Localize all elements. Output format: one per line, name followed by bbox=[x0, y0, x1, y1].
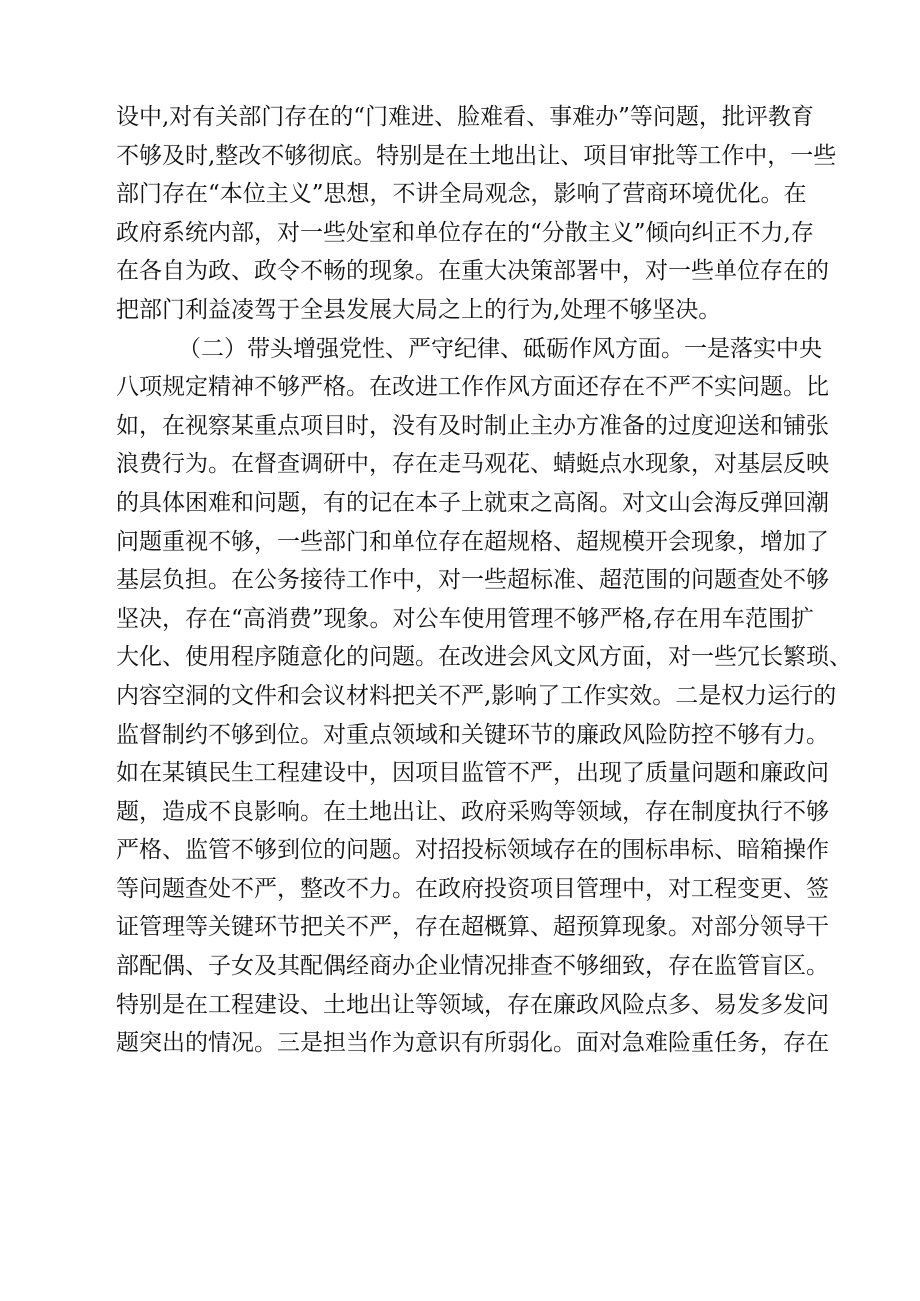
text-line-10: 浪费行为。在督查调研中，存在走马观花、蜻蜓点水现象，对基层反映 bbox=[116, 451, 829, 478]
text-line-6: 把部门利益凌驾于全县发展大局之上的行为,处理不够坚决。 bbox=[116, 296, 722, 323]
text-line-4: 政府系统内部，对一些处室和单位存在的“分散主义”倾向纠正不力,存 bbox=[116, 219, 814, 246]
text-line-14: 坚决，存在“高消费”现象。对公车使用管理不够严格,存在用车范围扩 bbox=[116, 605, 814, 632]
text-line-1: 设中,对有关部门存在的“门难进、脸难看、事难办”等问题，批评教育 bbox=[116, 104, 814, 130]
text-line-22: 证管理等关键环节把关不严，存在超概算、超预算现象。对部分领导干 bbox=[116, 914, 829, 941]
text-line-5: 在各自为政、政令不畅的现象。在重大决策部署中，对一些单位存在的 bbox=[116, 258, 829, 285]
text-line-21: 等问题查处不严，整改不力。在政府投资项目管理中，对工程变更、签 bbox=[116, 875, 829, 902]
text-line-12: 问题重视不够，一些部门和单位存在超规格、超规模开会现象，增加了 bbox=[116, 528, 829, 555]
text-line-25: 题突出的情况。三是担当作为意识有所弱化。面对急难险重任务，存在 bbox=[116, 1030, 829, 1057]
text-line-15: 大化、使用程序随意化的问题。在改进会风文风方面，对一些冗长繁琐、 bbox=[116, 644, 852, 671]
text-line-8: 八项规定精神不够严格。在改进工作作风方面还存在不严不实问题。比 bbox=[116, 374, 829, 401]
text-line-2: 不够及时,整改不够彻底。特别是在土地出让、项目审批等工作中，一些 bbox=[116, 142, 837, 169]
text-line-18: 如在某镇民生工程建设中，因项目监管不严，出现了质量问题和廉政问 bbox=[116, 760, 829, 787]
text-line-9: 如，在视察某重点项目时，没有及时制止主办方准备的过度迎送和铺张 bbox=[116, 412, 829, 439]
text-line-16: 内容空洞的文件和会议材料把关不严,影响了工作实效。二是权力运行的 bbox=[116, 682, 837, 709]
text-line-3: 部门存在“本位主义”思想，不讲全局观念，影响了营商环境优化。在 bbox=[116, 181, 807, 208]
text-line-17: 监督制约不够到位。对重点领域和关键环节的廉政风险防控不够有力。 bbox=[116, 721, 829, 748]
body-text bbox=[116, 98, 852, 1063]
text-line-19: 题，造成不良影响。在土地出让、政府采购等领域，存在制度执行不够 bbox=[116, 798, 829, 825]
text-line-13: 基层负担。在公务接待工作中，对一些超标准、超范围的问题查处不够 bbox=[116, 567, 829, 594]
text-line-24: 特别是在工程建设、土地出让等领域，存在廉政风险点多、易发多发问 bbox=[116, 991, 829, 1018]
text-line-20: 严格、监管不够到位的问题。对招投标领域存在的围标串标、暗箱操作 bbox=[116, 837, 829, 864]
section-heading-line: （二）带头增强党性、严守纪律、砥砺作风方面。一是落实中央 bbox=[178, 335, 822, 362]
text-line-23: 部配偶、子女及其配偶经商办企业情况排查不够细致，存在监管盲区。 bbox=[116, 953, 829, 980]
text-line-11: 的具体困难和问题，有的记在本子上就束之高阁。对文山会海反弹回潮 bbox=[116, 489, 829, 516]
